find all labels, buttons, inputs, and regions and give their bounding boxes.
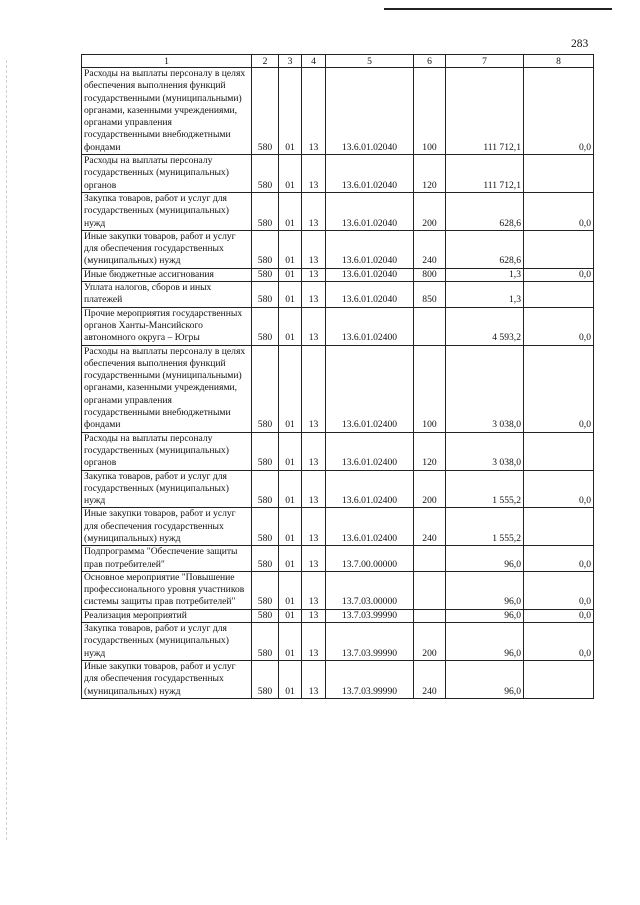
row-name-cell: Закупка товаров, работ и услуг для государственных (муниципальных) нужд <box>82 192 252 230</box>
expense-type-cell: 240 <box>414 660 446 698</box>
subsection-code-cell: 13 <box>302 268 326 281</box>
grbs-code-cell: 580 <box>252 282 279 308</box>
subsection-code-cell: 13 <box>302 192 326 230</box>
target-article-cell: 13.6.01.02400 <box>326 345 414 432</box>
table-row <box>82 282 594 308</box>
grbs-code-cell: 580 <box>252 609 279 622</box>
expense-type-cell: 240 <box>414 230 446 268</box>
grbs-code-cell: 580 <box>252 192 279 230</box>
header-cell: 3 <box>279 55 302 68</box>
subsection-code-cell: 13 <box>302 282 326 308</box>
table-row <box>82 268 594 281</box>
expense-type-cell: 200 <box>414 192 446 230</box>
table-row <box>82 230 594 268</box>
table-row <box>82 470 594 508</box>
row-name-cell: Расходы на выплаты персоналу в целях обеспечения выполнения функций государственными (муниципальными) органами, казенными учреждениями, органами управления государственными внебюджетными фондами <box>82 345 252 432</box>
subsection-code-cell: 13 <box>302 623 326 661</box>
row-name-cell: Закупка товаров, работ и услуг для государственных (муниципальных) нужд <box>82 623 252 661</box>
grbs-code-cell: 580 <box>252 68 279 155</box>
amount-cell: 1 555,2 <box>446 470 524 508</box>
expense-type-cell <box>414 307 446 345</box>
grbs-code-cell: 580 <box>252 432 279 470</box>
subsection-code-cell: 13 <box>302 660 326 698</box>
section-code-cell: 01 <box>279 508 302 546</box>
table-row <box>82 192 594 230</box>
section-code-cell: 01 <box>279 192 302 230</box>
target-article-cell: 13.6.01.02040 <box>326 268 414 281</box>
table-row <box>82 307 594 345</box>
section-code-cell: 01 <box>279 68 302 155</box>
table-row <box>82 68 594 155</box>
header-row <box>82 55 594 68</box>
expense-type-cell <box>414 546 446 572</box>
subsection-code-cell: 13 <box>302 432 326 470</box>
subsection-code-cell: 13 <box>302 508 326 546</box>
page-number: 283 <box>571 38 589 50</box>
row-name-cell: Расходы на выплаты персоналу государственных (муниципальных) органов <box>82 432 252 470</box>
subsection-code-cell: 13 <box>302 155 326 193</box>
subsection-code-cell: 13 <box>302 68 326 155</box>
header-cell: 1 <box>82 55 252 68</box>
amount-2-cell: 0,0 <box>524 192 594 230</box>
grbs-code-cell: 580 <box>252 230 279 268</box>
amount-2-cell: 0,0 <box>524 470 594 508</box>
amount-cell: 96,0 <box>446 546 524 572</box>
row-name-cell: Уплата налогов, сборов и иных платежей <box>82 282 252 308</box>
expense-type-cell: 120 <box>414 432 446 470</box>
row-name-cell: Иные закупки товаров, работ и услуг для обеспечения государственных (муниципальных) нужд <box>82 508 252 546</box>
target-article-cell: 13.7.03.00000 <box>326 571 414 609</box>
section-code-cell: 01 <box>279 230 302 268</box>
grbs-code-cell: 580 <box>252 660 279 698</box>
header-cell: 2 <box>252 55 279 68</box>
section-code-cell: 01 <box>279 571 302 609</box>
amount-2-cell <box>524 432 594 470</box>
amount-cell: 96,0 <box>446 571 524 609</box>
subsection-code-cell: 13 <box>302 230 326 268</box>
amount-2-cell <box>524 282 594 308</box>
amount-2-cell: 0,0 <box>524 546 594 572</box>
expense-type-cell <box>414 609 446 622</box>
section-code-cell: 01 <box>279 268 302 281</box>
expense-type-cell: 120 <box>414 155 446 193</box>
subsection-code-cell: 13 <box>302 609 326 622</box>
expense-type-cell: 240 <box>414 508 446 546</box>
header-cell: 7 <box>446 55 524 68</box>
expense-type-cell: 100 <box>414 345 446 432</box>
target-article-cell: 13.6.01.02040 <box>326 282 414 308</box>
target-article-cell: 13.6.01.02040 <box>326 230 414 268</box>
subsection-code-cell: 13 <box>302 546 326 572</box>
section-code-cell: 01 <box>279 345 302 432</box>
row-name-cell: Иные закупки товаров, работ и услуг для обеспечения государственных (муниципальных) нужд <box>82 660 252 698</box>
amount-2-cell: 0,0 <box>524 623 594 661</box>
amount-2-cell: 0,0 <box>524 571 594 609</box>
section-code-cell: 01 <box>279 470 302 508</box>
amount-cell: 3 038,0 <box>446 432 524 470</box>
amount-cell: 628,6 <box>446 192 524 230</box>
scan-margin-marks <box>6 60 8 840</box>
row-name-cell: Прочие мероприятия государственных органов Ханты-Мансийского автономного округа – Югры <box>82 307 252 345</box>
grbs-code-cell: 580 <box>252 546 279 572</box>
target-article-cell: 13.6.01.02040 <box>326 192 414 230</box>
table-body <box>82 68 594 699</box>
section-code-cell: 01 <box>279 623 302 661</box>
target-article-cell: 13.7.03.99990 <box>326 623 414 661</box>
amount-2-cell <box>524 508 594 546</box>
target-article-cell: 13.7.03.99990 <box>326 660 414 698</box>
grbs-code-cell: 580 <box>252 508 279 546</box>
table-row <box>82 623 594 661</box>
section-code-cell: 01 <box>279 546 302 572</box>
grbs-code-cell: 580 <box>252 155 279 193</box>
expense-type-cell: 850 <box>414 282 446 308</box>
target-article-cell: 13.6.01.02400 <box>326 508 414 546</box>
header-rule <box>384 8 612 10</box>
amount-cell: 111 712,1 <box>446 155 524 193</box>
target-article-cell: 13.7.03.99990 <box>326 609 414 622</box>
amount-cell: 96,0 <box>446 609 524 622</box>
section-code-cell: 01 <box>279 609 302 622</box>
amount-2-cell: 0,0 <box>524 68 594 155</box>
table-row <box>82 345 594 432</box>
header-cell: 8 <box>524 55 594 68</box>
amount-2-cell: 0,0 <box>524 268 594 281</box>
amount-2-cell: 0,0 <box>524 609 594 622</box>
amount-cell: 3 038,0 <box>446 345 524 432</box>
subsection-code-cell: 13 <box>302 307 326 345</box>
amount-2-cell <box>524 660 594 698</box>
row-name-cell: Расходы на выплаты персоналу в целях обеспечения выполнения функций государственными (муниципальными) органами, казенными учреждениями, органами управления государственными внебюджетными фондами <box>82 68 252 155</box>
table-row <box>82 571 594 609</box>
target-article-cell: 13.6.01.02400 <box>326 432 414 470</box>
amount-cell: 1,3 <box>446 268 524 281</box>
section-code-cell: 01 <box>279 432 302 470</box>
amount-cell: 628,6 <box>446 230 524 268</box>
section-code-cell: 01 <box>279 660 302 698</box>
expense-type-cell <box>414 571 446 609</box>
grbs-code-cell: 580 <box>252 571 279 609</box>
table-row <box>82 609 594 622</box>
grbs-code-cell: 580 <box>252 268 279 281</box>
amount-cell: 1 555,2 <box>446 508 524 546</box>
row-name-cell: Основное мероприятие "Повышение профессионального уровня участников системы защиты прав потребителей" <box>82 571 252 609</box>
grbs-code-cell: 580 <box>252 470 279 508</box>
amount-2-cell <box>524 155 594 193</box>
section-code-cell: 01 <box>279 155 302 193</box>
row-name-cell: Иные закупки товаров, работ и услуг для обеспечения государственных (муниципальных) нужд <box>82 230 252 268</box>
target-article-cell: 13.6.01.02040 <box>326 155 414 193</box>
amount-cell: 96,0 <box>446 623 524 661</box>
grbs-code-cell: 580 <box>252 307 279 345</box>
subsection-code-cell: 13 <box>302 571 326 609</box>
amount-cell: 1,3 <box>446 282 524 308</box>
amount-cell: 96,0 <box>446 660 524 698</box>
table-row <box>82 155 594 193</box>
expense-type-cell: 200 <box>414 623 446 661</box>
table-row <box>82 660 594 698</box>
target-article-cell: 13.6.01.02040 <box>326 68 414 155</box>
row-name-cell: Реализация мероприятий <box>82 609 252 622</box>
amount-2-cell: 0,0 <box>524 345 594 432</box>
section-code-cell: 01 <box>279 282 302 308</box>
header-cell: 5 <box>326 55 414 68</box>
table-row <box>82 432 594 470</box>
budget-table <box>81 54 594 699</box>
subsection-code-cell: 13 <box>302 345 326 432</box>
grbs-code-cell: 580 <box>252 345 279 432</box>
subsection-code-cell: 13 <box>302 470 326 508</box>
table-row <box>82 546 594 572</box>
row-name-cell: Подпрограмма "Обеспечение защиты прав потребителей" <box>82 546 252 572</box>
header-cell: 4 <box>302 55 326 68</box>
amount-2-cell: 0,0 <box>524 307 594 345</box>
amount-2-cell <box>524 230 594 268</box>
row-name-cell: Расходы на выплаты персоналу государственных (муниципальных) органов <box>82 155 252 193</box>
target-article-cell: 13.6.01.02400 <box>326 307 414 345</box>
expense-type-cell: 800 <box>414 268 446 281</box>
amount-cell: 4 593,2 <box>446 307 524 345</box>
grbs-code-cell: 580 <box>252 623 279 661</box>
target-article-cell: 13.7.00.00000 <box>326 546 414 572</box>
row-name-cell: Закупка товаров, работ и услуг для государственных (муниципальных) нужд <box>82 470 252 508</box>
section-code-cell: 01 <box>279 307 302 345</box>
amount-cell: 111 712,1 <box>446 68 524 155</box>
header-cell: 6 <box>414 55 446 68</box>
table-row <box>82 508 594 546</box>
expense-type-cell: 100 <box>414 68 446 155</box>
target-article-cell: 13.6.01.02400 <box>326 470 414 508</box>
row-name-cell: Иные бюджетные ассигнования <box>82 268 252 281</box>
expense-type-cell: 200 <box>414 470 446 508</box>
